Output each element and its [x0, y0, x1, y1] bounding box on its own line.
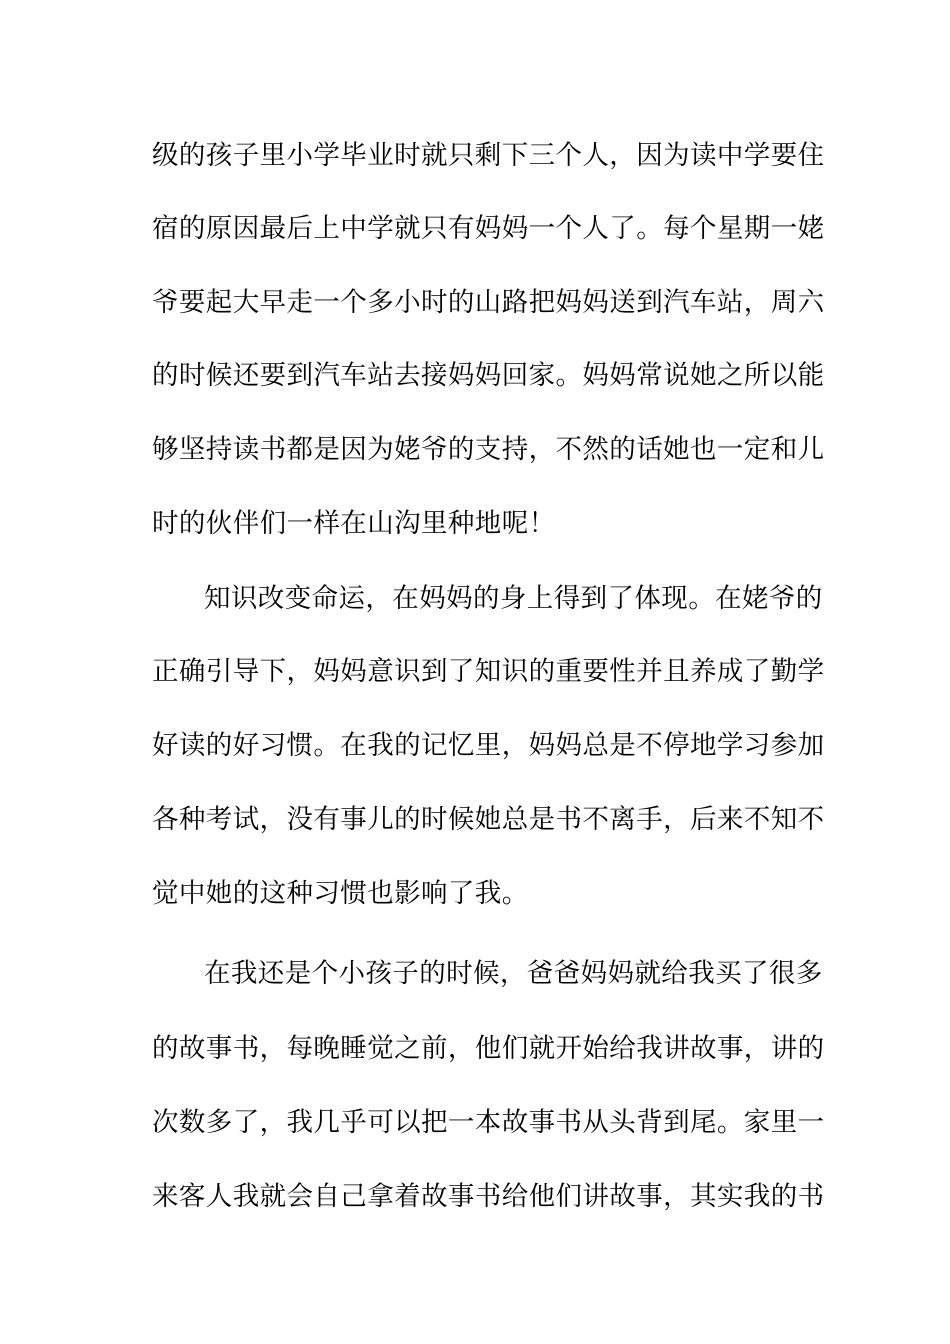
text-line: 次数多了，我几乎可以把一本故事书从头背到尾。家里一 [152, 1107, 825, 1138]
text-line: 爷要起大早走一个多小时的山路把妈妈送到汽车站，周六 [152, 287, 825, 318]
text-line: 够坚持读书都是因为姥爷的支持，不然的话她也一定和儿 [152, 434, 825, 465]
text-line: 好读的好习惯。在我的记忆里，妈妈总是不停地学习参加 [152, 730, 825, 761]
text-line: 各种考试，没有事儿的时候她总是书不离手，后来不知不 [152, 804, 825, 835]
text-line: 宿的原因最后上中学就只有妈妈一个人了。每个星期一姥 [152, 213, 825, 244]
paragraph-first-line: 知识改变命运，在妈妈的身上得到了体现。在姥爷的 [204, 583, 823, 614]
text-line: 时的伙伴们一样在山沟里种地呢！ [152, 508, 556, 539]
text-line: 的故事书，每晚睡觉之前，他们就开始给我讲故事，讲的 [152, 1033, 825, 1064]
text-line: 的时候还要到汽车站去接妈妈回家。妈妈常说她之所以能 [152, 360, 825, 391]
text-line: 级的孩子里小学毕业时就只剩下三个人，因为读中学要住 [152, 140, 825, 171]
paragraph-first-line: 在我还是个小孩子的时候，爸爸妈妈就给我买了很多 [204, 958, 823, 989]
text-line: 觉中她的这种习惯也影响了我。 [152, 878, 529, 909]
text-line: 来客人我就会自己拿着故事书给他们讲故事，其实我的书 [152, 1181, 825, 1212]
text-line: 正确引导下，妈妈意识到了知识的重要性并且养成了勤学 [152, 656, 825, 687]
